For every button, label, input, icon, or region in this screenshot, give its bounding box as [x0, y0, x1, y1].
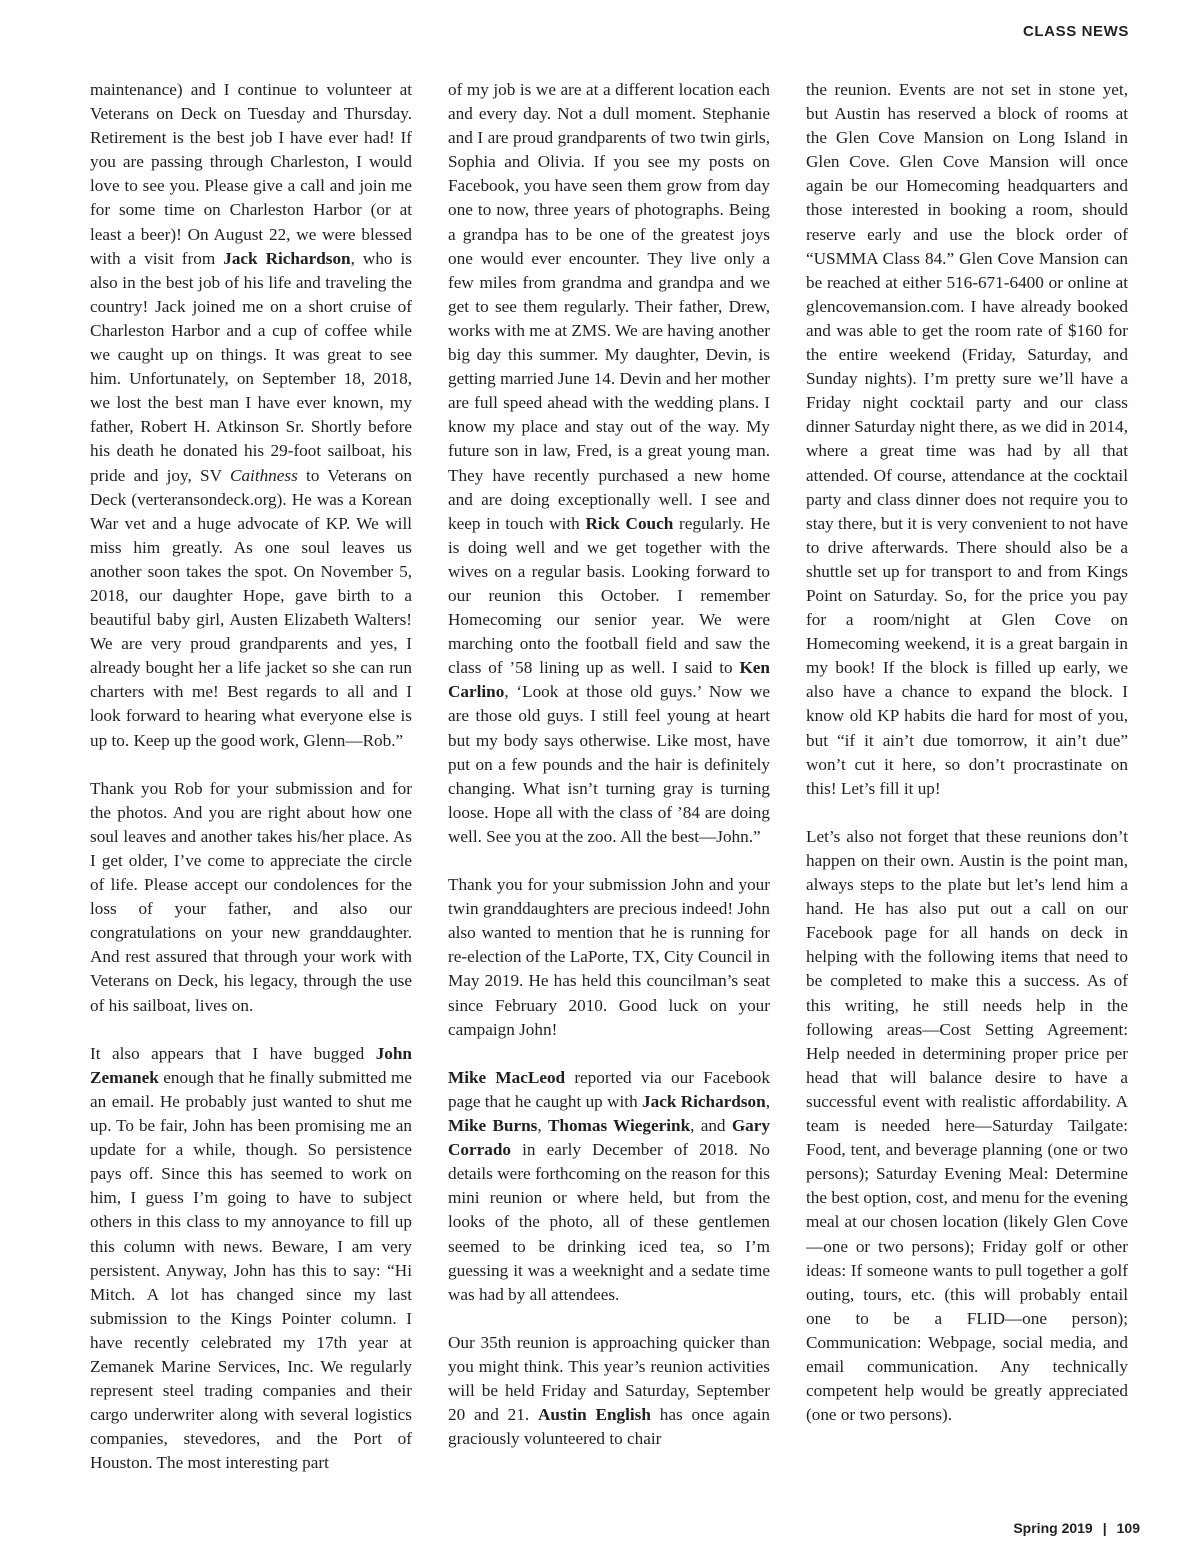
text-run: ,	[537, 1116, 548, 1136]
text-run: in early December of 2018. No details were forthcoming on the reason for this mini reunion or where held, but from the looks of the photo, all of these gentlemen seemed to be drinking iced tea, so I’m guessing it was a weeknight and a sedate time was had by all attendees.	[448, 1140, 770, 1304]
text-run: , and	[690, 1116, 732, 1136]
issue-label: Spring 2019	[1013, 1520, 1093, 1536]
text-run: the reunion. Events are not set in stone yet, but Austin has reserved a block of rooms at the Glen Cove Mansion on Long Island in Glen Cove. Glen Cove Mansion will once again be our Homecoming headquarters and those interested in booking a room, should reserve early and use the block order of “USMMA Class 84.” Glen Cove Mansion can be reached at either 516-671-6400 or online at glencovemansion.com. I have already booked and was able to get the room rate of $160 for the entire weekend (Friday, Saturday, and Sunday nights). I’m pretty sure we’ll have a Friday night cocktail party and our class dinner Saturday night there, as we did in 2014, where a great time was had by all that attended. Of course, attendance at the cocktail party and class dinner does not require you to stay there, but it is very convenient to not have to drive afterwards. There should also be a shuttle set up for transport to and from Kings Point on Saturday. So, for the price you pay for a room/night at Glen Cove on Homecoming weekend, it is a great bargain in my book! If the block is filled up early, we also have a chance to expand the block. I know old KP habits die hard for most of you, but “if it ain’t due tomorrow, it ain’t due” won’t cut it here, so don’t procrastinate on this! Let’s fill it up!	[806, 80, 1128, 798]
footer-separator: |	[1102, 1520, 1107, 1536]
section-label: CLASS NEWS	[1022, 23, 1129, 40]
text-run: Thank you Rob for your submission and for the photos. And you are right about how one soul leaves and another takes his/her place. As I get older, I’ve come to appreciate the circle of life. Please accept our condolences for the loss of your father, and also our congratulations on your new granddaughter. And rest assured that through your work with Veterans on Deck, his legacy, through the use of his sailboat, lives on.	[90, 778, 412, 1015]
bold-name: Mike MacLeod	[448, 1067, 566, 1087]
text-run: maintenance) and I continue to volunteer at Veterans on Deck on Tuesday and Thursday. Retirement is the best job I have ever had! If you are passing through Charleston, I would love to see you. Please give a call and join me for some time on Charleston Harbor (or at least a beer)! On August 22, we were blessed with a visit from	[90, 80, 412, 268]
text-run: It also appears that I have bugged	[90, 1043, 376, 1063]
text-run: reported via our Facebook page that he caught up with	[448, 1067, 770, 1111]
text-column-3	[806, 78, 1128, 1427]
text-run: to Veterans on Deck (verteransondeck.org). He was a Korean War vet and a huge advocate of KP. We will miss him greatly. As one soul leaves us another soon takes the spot. On November 5, 2018, our daughter Hope, gave birth to a beautiful baby girl, Austen Elizabeth Walters! We are very proud grandparents and yes, I already bought her a life jacket so she can run charters with me! Best regards to all and I look forward to hearing what everyone else is up to. Keep up the good work, Glenn—Rob.”	[90, 465, 412, 750]
text-run: Thank you for your submission John and your twin granddaughters are precious indeed! John also wanted to mention that he is running for re-election of the LaPorte, TX, City Council in May 2019. He has held this councilman’s seat since February 2010. Good luck on your campaign John!	[448, 875, 770, 1039]
text-run: regularly. He is doing well and we get together with the wives on a regular basis. Looking forward to our reunion this October. I remember Homecoming our senior year. We were marching onto the football field and saw the class of ’58 lining up as well. I said to	[448, 513, 770, 678]
paragraph	[448, 1066, 770, 1307]
page-footer	[1013, 1520, 1140, 1536]
text-run: enough that he finally submitted me an email. He probably just wanted to shut me up. To be fair, John has been promising me an update for a while, though. So persistence pays off. Since this has seemed to work on him, I guess I’m going to have to subject others in this class to my annoyance to fill up this column with news. Beware, I am very persistent. Anyway, John has this to say: “Hi Mitch. A lot has changed since my last submission to the Kings Pointer column. I have recently celebrated my 17th year at Zemanek Marine Services, Inc. We regularly represent steel trading companies and their cargo underwriter along with several logistics companies, stevedores, and the Port of Houston. The most interesting part	[90, 1067, 412, 1473]
text-run: of my job is we are at a different location each and every day. Not a dull moment. Stephanie and I are proud grandparents of two twin girls, Sophia and Olivia. If you see my posts on Facebook, you have seen them grow from day one to now, three years of photographs. Being a grandpa has to be one of the greatest joys one would ever encounter. They live only a few miles from grandma and grandpa and we get to see them regularly. Their father, Drew, works with me at ZMS. We are having another big day this summer. My daughter, Devin, is getting married June 14. Devin and her mother are full speed ahead with the wedding plans. I know my place and stay out of the way. My future son in law, Fred, is a great young man. They have recently purchased a new home and are doing exceptionally well. I see and keep in touch with	[448, 80, 770, 533]
paragraph	[90, 78, 412, 753]
text-column-2	[448, 78, 770, 1451]
paragraph	[806, 825, 1128, 1427]
bold-name: Ken Carlino	[448, 658, 770, 702]
text-run: , ‘Look at those old guys.’ Now we are those old guys. I still feel young at heart but my body says otherwise. Like most, have put on a few pounds and the hair is definitely changing. What isn’t turning gray is turning loose. Hope all with the class of ’84 are doing well. See you at the zoo. All the best—John.”	[448, 682, 770, 846]
text-run: has once again graciously volunteered to chair	[448, 1405, 770, 1449]
text-run: ,	[765, 1091, 771, 1111]
bold-name: Thomas Wiegerink	[547, 1116, 691, 1136]
bold-name: Jack Richardson	[642, 1091, 766, 1111]
bold-name: Jack Richardson	[223, 248, 351, 268]
text-run: Our 35th reunion is approaching quicker than you might think. This year’s reunion activities will be held Friday and Saturday, September 20 and 21.	[448, 1332, 770, 1425]
paragraph	[806, 78, 1128, 801]
paragraph	[448, 78, 770, 849]
page-number: 109	[1116, 1520, 1140, 1536]
text-column-1	[90, 78, 412, 1475]
text-run: , who is also in the best job of his life and traveling the country! Jack joined me on a short cruise of Charleston Harbor and a cup of coffee while we caught up on things. It was great to see him. Unfortunately, on September 18, 2018, we lost the best man I have ever known, my father, Robert H. Atkinson Sr. Shortly before his death he donated his 29-foot sailboat, his pride and joy, SV	[90, 248, 412, 485]
paragraph	[448, 1331, 770, 1451]
bold-name: John Zemanek	[90, 1043, 412, 1087]
bold-name: Gary Corrado	[448, 1116, 770, 1160]
italic-text: Caithness	[229, 465, 298, 485]
paragraph	[90, 777, 412, 1018]
bold-name: Mike Burns	[448, 1116, 538, 1136]
text-run: Let’s also not forget that these reunions don’t happen on their own. Austin is the point man, always steps to the plate but let’s lend him a hand. He has also put out a call on our Facebook page for all hands on deck in helping with the following items that need to be completed to make this a success. As of this writing, he still needs help in the following areas—Cost Setting Agreement: Help needed in determining proper price per head that will balance desire to have a successful event with realistic affordability. A team is needed here—Saturday Tailgate: Food, tent, and beverage planning (one or two persons); Saturday Evening Meal: Determine the best option, cost, and menu for the evening meal at our chosen location (likely Glen Cove—one or two persons); Friday golf or other ideas: If someone wants to pull together a golf outing, tours, etc. (this will probably entail one to be a FLID—one person); Communication: Webpage, social media, and email communication. Any technically competent help would be greatly appreciated (one or two persons).	[806, 826, 1128, 1425]
bold-name: Rick Couch	[585, 513, 674, 533]
bold-name: Austin English	[537, 1405, 651, 1425]
paragraph	[90, 1042, 412, 1476]
paragraph	[448, 873, 770, 1042]
